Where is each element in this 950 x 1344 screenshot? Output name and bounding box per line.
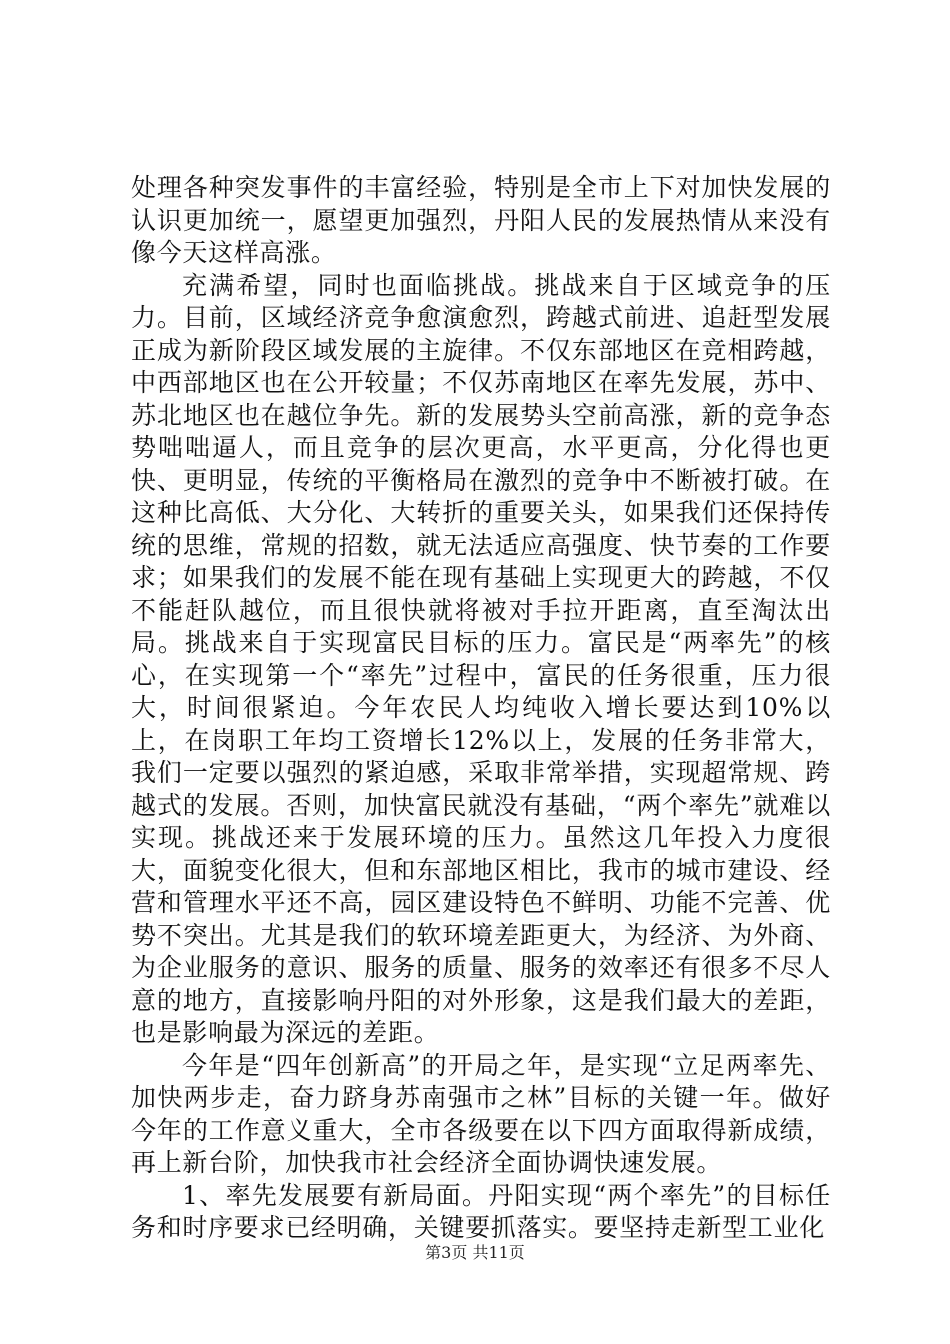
document-body [131,172,831,1245]
paragraph-1: 处理各种突发事件的丰富经验，特别是全市上下对加快发展的认识更加统一，愿望更加强烈，丹阳人民的发展热情从来没有像今天这样高涨。 [131,173,831,267]
paragraph-3: 今年是“四年创新高”的开局之年，是实现“立足两率先、加快两步走，奋力跻身苏南强市之林”目标的关键一年。做好今年的工作意义重大，全市各级要在以下四方面取得新成绩，再上新台阶，加快我市社会经济全面协调快速发展。 [131,1050,831,1177]
page-number-label: 第3页 共11页 [425,1243,525,1262]
page-footer [0,1243,950,1263]
paragraph-4: 1、率先发展要有新局面。丹阳实现“两个率先”的目标任务和时序要求已经明确，关键要抓落实。要坚持走新型工业化 [131,1180,831,1242]
paragraph-2: 充满希望，同时也面临挑战。挑战来自于区域竞争的压力。目前，区域经济竞争愈演愈烈，跨越式前进、追赶型发展正成为新阶段区域发展的主旋律。不仅东部地区在竞相跨越，中西部地区也在公开较量；不仅苏南地区在率先发展，苏中、苏北地区也在越位争先。新的发展势头空前高涨，新的竞争态势咄咄逼人，而且竞争的层次更高，水平更高，分化得也更快、更明显，传统的平衡格局在激烈的竞争中不断被打破。在这种比高低、大分化、大转折的重要关头，如果我们还保持传统的思维，常规的招数，就无法适应高强度、快节奏的工作要求；如果我们的发展不能在现有基础上实现更大的跨越，不仅不能赶队越位，而且很快就将被对手拉开距离，直至淘汰出局。挑战来自于实现富民目标的压力。富民是“两率先”的核心，在实现第一个“率先”过程中，富民的任务很重，压力很大，时间很紧迫。今年农民人均纯收入增长要达到10%以上，在岗职工年均工资增长12%以上，发展的任务非常大，我们一定要以强烈的紧迫感，采取非常举措，实现超常规、跨越式的发展。否则，加快富民就没有基础，“两个率先”就难以实现。挑战还来于发展环境的压力。虽然这几年投入力度很大，面貌变化很大，但和东部地区相比，我市的城市建设、经营和管理水平还不高，园区建设特色不鲜明、功能不完善、优势不突出。尤其是我们的软环境差距更大，为经济、为外商、为企业服务的意识、服务的质量、服务的效率还有很多不尽人意的地方，直接影响丹阳的对外形象，这是我们最大的差距，也是影响最为深远的差距。 [131,270,831,1047]
